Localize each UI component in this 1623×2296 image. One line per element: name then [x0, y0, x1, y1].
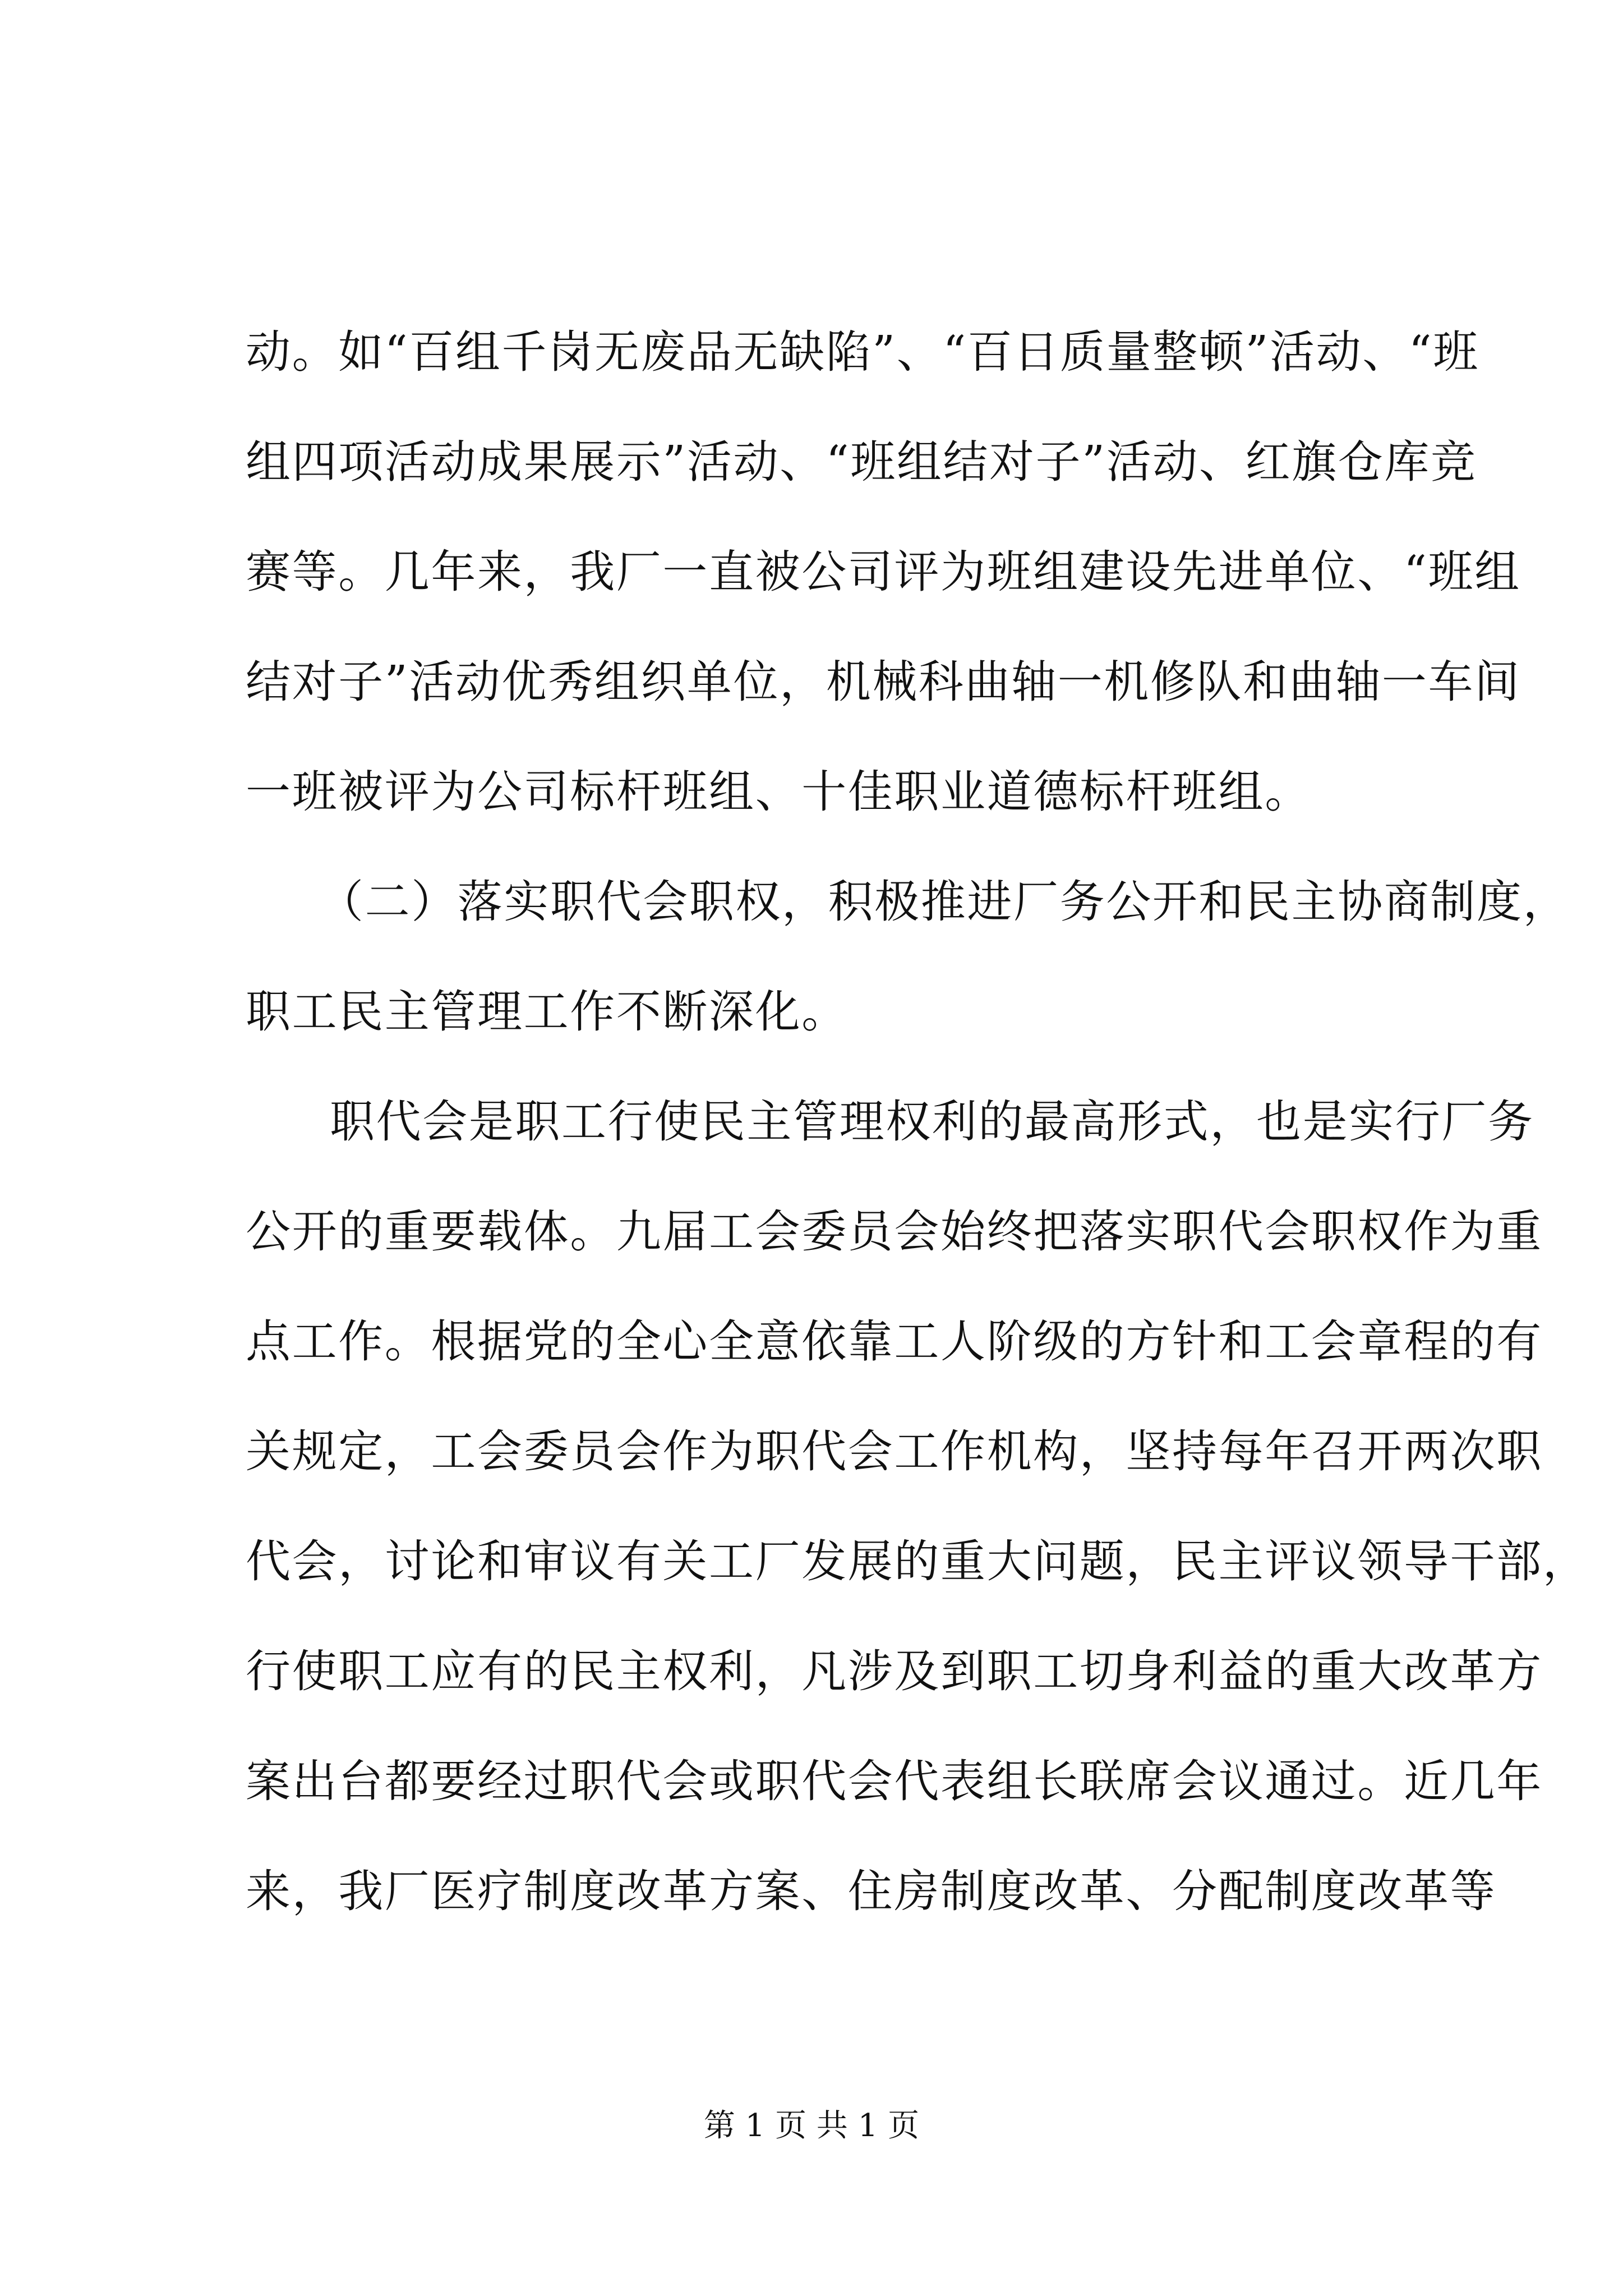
- section-heading-line-2: 职工民主管理工作不断深化。: [246, 986, 848, 1038]
- page-number-label: 第 1 页 共 1 页: [703, 2108, 920, 2144]
- text-line-11: 关规定，工会委员会作为职代会工作机构，坚持每年召开两次职: [246, 1425, 1543, 1478]
- text-line-4: 结对子”活动优秀组织单位，机械科曲轴一机修队和曲轴一车间: [246, 656, 1521, 708]
- text-line-15: 来，我厂医疗制度改革方案、住房制度改革、分配制度改革等: [246, 1865, 1497, 1917]
- text-line-2: 组四项活动成果展示”活动、“班组结对子”活动、红旗仓库竞: [246, 436, 1477, 488]
- text-line-14: 案出台都要经过职代会或职代会代表组长联席会议通过。近几年: [246, 1755, 1543, 1807]
- text-line-1: 动。如“百组千岗无废品无缺陷”、“百日质量整顿”活动、“班: [246, 326, 1479, 378]
- text-line-13: 行使职工应有的民主权利，凡涉及到职工切身利益的重大改革方: [246, 1645, 1543, 1697]
- text-line-12: 代会，讨论和审议有关工厂发展的重大问题，民主评议领导干部，: [246, 1535, 1589, 1588]
- text-line-5: 一班被评为公司标杆班组、十佳职业道德标杆班组。: [246, 766, 1311, 818]
- body-text: [246, 297, 1589, 1947]
- text-line-8: 职代会是职工行使民主管理权利的最高形式，也是实行厂务: [330, 1096, 1534, 1148]
- text-line-10: 点工作。根据党的全心全意依靠工人阶级的方针和工会章程的有: [246, 1315, 1543, 1368]
- page-footer: [0, 2104, 1623, 2148]
- section-heading-line-1: （二）落实职代会职权，积极推进厂务公开和民主协商制度，: [319, 876, 1570, 928]
- text-line-9: 公开的重要载体。九届工会委员会始终把落实职代会职权作为重: [246, 1205, 1543, 1258]
- text-line-3: 赛等。几年来，我厂一直被公司评为班组建设先进单位、“班组: [246, 546, 1521, 598]
